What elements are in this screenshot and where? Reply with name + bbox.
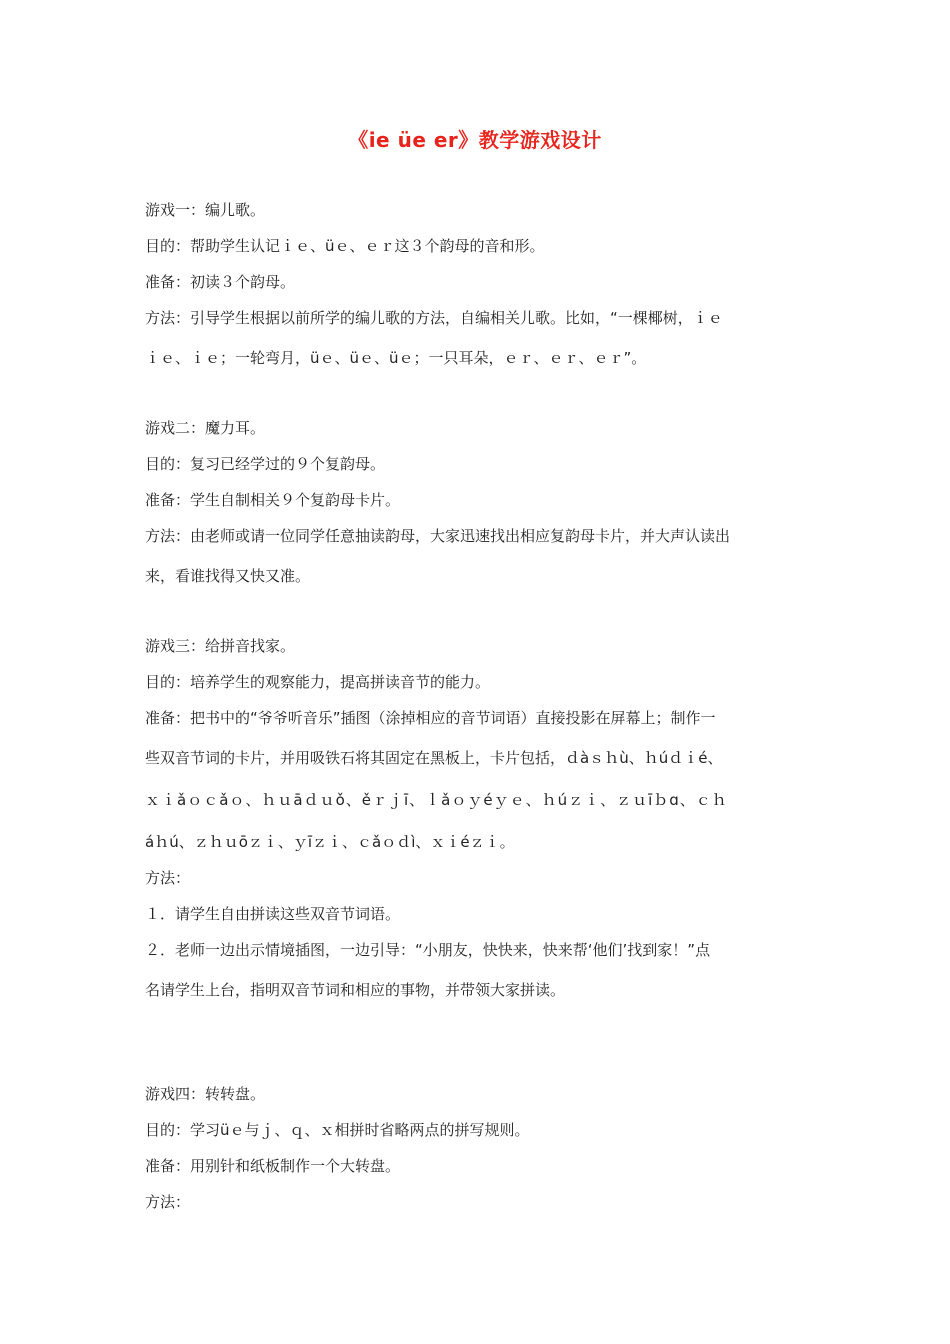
game3-method-step2-line2: 名请学生上台，指明双音节词和相应的事物，并带领大家拼读。 — [145, 981, 566, 999]
game4-purpose: 目的：学习üｅ与ｊ、ｑ、ｘ相拼时省略两点的拼写规则。 — [145, 1121, 530, 1139]
game3-purpose: 目的：培养学生的观察能力，提高拼读音节的能力。 — [145, 673, 491, 691]
game3-method-step1: １．请学生自由拼读这些双音节词语。 — [145, 905, 401, 923]
game2-heading: 游戏二：魔力耳。 — [145, 419, 266, 437]
game1-heading: 游戏一：编儿歌。 — [145, 201, 266, 219]
game2-method-line1: 方法：由老师或请一位同学任意抽读韵母，大家迅速找出相应复韵母卡片，并大声认读出 — [145, 527, 731, 545]
game3-preparation-line1: 准备：把书中的“爷爷听音乐”插图（涂掉相应的音节词语）直接投影在屏幕上；制作一 — [145, 709, 716, 727]
game2-method-line2: 来，看谁找得又快又准。 — [145, 567, 311, 585]
game3-preparation-line4: áｈú、ｚｈｕōｚｉ、ｙīｚｉ、ｃǎｏｄì、ｘｉéｚｉ。 — [145, 833, 515, 851]
game3-preparation-line2: 些双音节词的卡片，并用吸铁石将其固定在黑板上，卡片包括，ｄàｓｈù、ｈúｄｉé、 — [145, 749, 723, 767]
game3-heading: 游戏三：给拼音找家。 — [145, 637, 296, 655]
game1-preparation: 准备：初读３个韵母。 — [145, 273, 296, 291]
game1-method-line1: 方法：引导学生根据以前所学的编儿歌的方法，自编相关儿歌。比如，“一棵椰树，ｉｅ — [145, 309, 723, 327]
game4-method-label: 方法： — [145, 1193, 191, 1211]
game3-preparation-line3: ｘｉǎｏｃǎｏ、ｈｕāｄｕǒ、ěｒｊī、ｌǎｏｙéｙｅ、ｈúｚｉ、ｚｕīｂɑ、ｃｈ — [145, 791, 728, 809]
game2-purpose: 目的：复习已经学过的９个复韵母。 — [145, 455, 386, 473]
game4-preparation: 准备：用别针和纸板制作一个大转盘。 — [145, 1157, 401, 1175]
game3-method-step2-line1: ２．老师一边出示情境插图，一边引导：“小朋友，快快来，快来帮‘他们’找到家！”点 — [145, 941, 711, 959]
game4-heading: 游戏四：转转盘。 — [145, 1085, 266, 1103]
document-title: 《ie üe er》教学游戏设计 — [348, 128, 602, 152]
game2-preparation: 准备：学生自制相关９个复韵母卡片。 — [145, 491, 401, 509]
game1-method-line2: ｉｅ、ｉｅ；一轮弯月，üｅ、üｅ、üｅ；一只耳朵，ｅｒ、ｅｒ、ｅｒ”。 — [145, 349, 647, 367]
game3-method-label: 方法： — [145, 869, 191, 887]
game1-purpose: 目的：帮助学生认记ｉｅ、üｅ、ｅｒ这３个韵母的音和形。 — [145, 237, 545, 255]
